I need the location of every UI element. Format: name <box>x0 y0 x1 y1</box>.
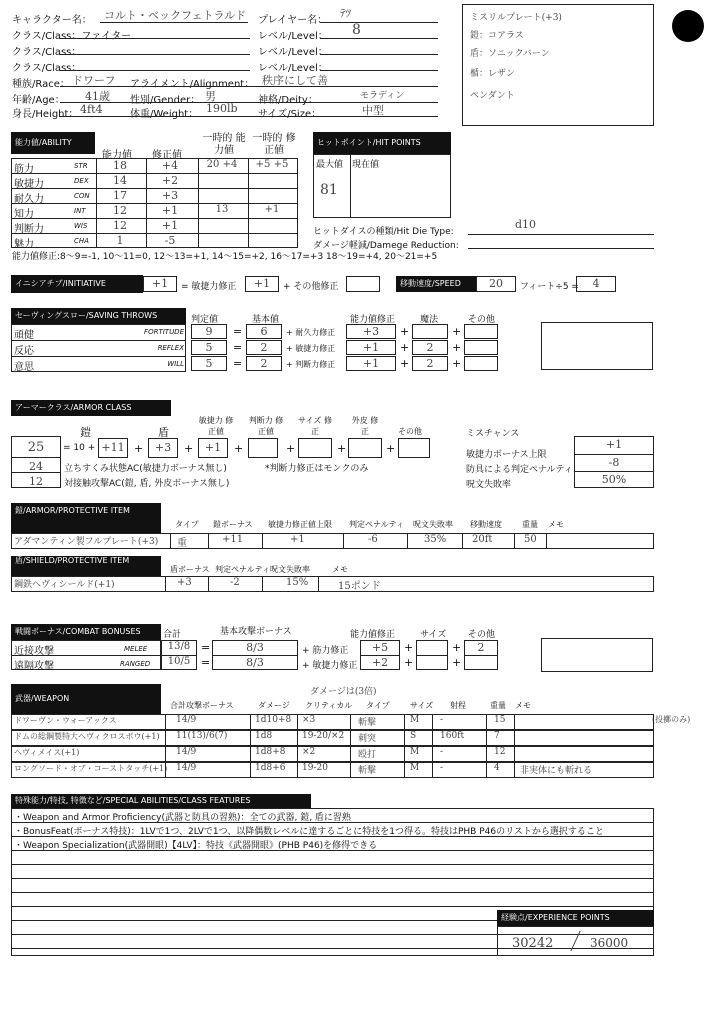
col-mod-label: 修正値 <box>152 150 182 161</box>
age-value[interactable]: 41歳 <box>85 90 110 103</box>
shield-item-header: 盾ボーナス <box>170 565 210 574</box>
weapon-size: S <box>410 731 417 741</box>
melee-total: 13/8 <box>167 641 191 652</box>
save-base: 6 <box>260 325 268 338</box>
melee-other: 2 <box>477 641 485 654</box>
alignment-label: アライメント/Alignment： <box>130 79 255 90</box>
height-label: 身長/Height： <box>12 109 79 120</box>
alignment-value[interactable]: 秩序にして善 <box>262 74 328 87</box>
ac-shield-label: 盾 <box>158 426 169 439</box>
maxdex-label: 敏捷力ボーナス上限 <box>466 450 547 460</box>
save-total: 5 <box>205 357 213 370</box>
race-label: 種族/Race： <box>12 79 70 90</box>
weapons-side-note: (投擲のみ) <box>652 715 691 724</box>
class3-label: クラス/Class： <box>12 63 82 74</box>
ac-size-label: サイズ 修正 <box>298 416 332 436</box>
spellfail-label: 呪文失敗率 <box>466 480 512 490</box>
ability-abbr: STR <box>74 162 88 170</box>
shield-col-divider <box>208 576 209 592</box>
initiative-dex-label: = 敏捷力修正 <box>181 282 237 292</box>
saves-notes-box[interactable] <box>541 322 653 370</box>
ac-wis-box[interactable] <box>248 438 278 458</box>
save-ability-label: + 耐久力修正 <box>286 328 336 337</box>
combat-col-total: 合計 <box>163 630 182 640</box>
weapon-bonus: 14/9 <box>176 715 197 725</box>
armor-item-header: 鎧ボーナス <box>213 520 253 529</box>
ranged-abil: +2 <box>371 656 389 669</box>
shield-item-bar: 盾/SHIELD/PROTECTIVE ITEM <box>11 556 161 576</box>
ability-col-divider <box>96 158 97 248</box>
size-label: サイズ/Size： <box>258 109 322 120</box>
save-ability: +3 <box>362 325 380 338</box>
weapon-bonus: 11(13)/6(7) <box>176 731 228 741</box>
equals-sign: = <box>233 357 243 370</box>
combat-bar: 戦闘ボーナス/COMBAT BONUSES <box>11 624 161 640</box>
ability-name: 判断力 <box>14 224 44 235</box>
ability-score[interactable]: 12 <box>113 219 127 232</box>
ability-mod[interactable]: +4 <box>161 159 179 172</box>
combat-col-bab: 基本攻撃ボーナス <box>220 627 292 637</box>
squares-value: 4 <box>592 277 600 290</box>
ac-armor-label: 鎧 <box>80 426 91 439</box>
weapon-bonus: 14/9 <box>176 747 197 757</box>
shield-item-header: メモ <box>332 565 348 574</box>
weapon-col-divider <box>250 714 251 778</box>
ranged-label: 遠隔攻撃 <box>14 661 54 672</box>
shield-col-divider <box>165 576 166 592</box>
shield-item-name: 鋼鉄ヘヴィシールド(+1) <box>14 580 115 590</box>
armor-col-divider <box>514 533 515 549</box>
armor-col-divider <box>343 533 344 549</box>
weapon-size: M <box>410 747 420 757</box>
saves-bar: セーヴィングスロー/SAVING THROWS <box>11 308 186 324</box>
armor-penalty-label: 防具による判定ペナルティ <box>466 465 573 475</box>
ability-score[interactable]: 14 <box>113 174 127 187</box>
weapon-name: ドワーヴン・ウォーアックス <box>14 716 117 725</box>
weapon-col-divider <box>514 714 515 778</box>
age-label: 年齢/Age： <box>12 95 65 106</box>
feature-line: ・BonusFeat(ボーナス特技)：1LVで1つ、2LVで1つ、以降偶数レベルに達するごとに特技を1つ得る。特技はPHB P46のリストから選択すること <box>14 827 604 837</box>
plus-sign: + <box>452 325 462 338</box>
xp-current: 30242 <box>512 936 554 951</box>
save-col-other: その他 <box>468 315 496 325</box>
gender-label: 性別/Gender： <box>130 95 201 106</box>
armor-col-divider <box>407 533 408 549</box>
weapon-range: - <box>440 715 444 725</box>
armor-item-spellfail: 35% <box>424 534 447 545</box>
weapon-damage: 1d8+6 <box>255 763 286 773</box>
col-temp-mod-label: 一時的 修正値 <box>252 133 296 156</box>
xp-bar: 経験点/EXPERIENCE POINTS <box>497 910 654 926</box>
save-ability: +1 <box>362 341 380 354</box>
armor-col-divider <box>546 533 547 549</box>
ability-name: 筋力 <box>14 164 34 175</box>
weapon-header: クリティカル <box>305 701 353 710</box>
save-ability-label: + 敏捷力修正 <box>286 344 336 353</box>
weapon-weight: 12 <box>494 747 506 757</box>
race-value[interactable]: ドワーフ <box>72 74 116 87</box>
player-name-value[interactable]: ﾃﾂ <box>340 7 351 20</box>
ability-abbr: WIS <box>74 222 88 230</box>
armor-item-header: 呪文失敗率 <box>413 520 453 529</box>
save-ability: +1 <box>362 357 380 370</box>
ac-monk-note: *判断力修正はモンクのみ <box>265 464 369 474</box>
spellfail-value[interactable]: 50% <box>601 473 627 486</box>
weapon-crit: ×3 <box>302 715 316 725</box>
note-line-5: ペンダント <box>470 91 515 101</box>
save-abbr: REFLEX <box>157 344 184 352</box>
xp-next: 36000 <box>590 936 629 950</box>
armor-col-divider <box>262 533 263 549</box>
ranged-bab: 8/3 <box>246 656 264 669</box>
character-name-label: キャラクター名： <box>12 15 92 26</box>
ranged-total: 10/5 <box>167 656 191 667</box>
weapon-col-divider <box>165 714 166 778</box>
weight-label: 体重/Weight： <box>130 109 199 120</box>
save-other-box[interactable] <box>464 356 498 371</box>
ac-touch-value[interactable]: 12 <box>29 475 43 488</box>
weapon-weight: 7 <box>494 731 500 741</box>
level3-label: レベル/Level： <box>258 63 328 74</box>
class1-label: クラス/Class：ファイター <box>12 31 132 42</box>
ac-armor-value: +11 <box>101 441 125 454</box>
plus-sign: + <box>452 341 462 354</box>
save-row-divider <box>11 356 186 357</box>
weapon-col-divider <box>297 714 298 778</box>
ranged-en: RANGED <box>120 660 151 668</box>
shield-col-divider <box>262 576 263 592</box>
level2-label: レベル/Level： <box>258 47 328 58</box>
ac-total-value[interactable]: 25 <box>27 440 45 455</box>
note-line-3: 盾：ソニックバーン <box>470 49 550 59</box>
feature-rule <box>11 878 654 879</box>
save-col-ability: 能力値修正 <box>350 315 396 325</box>
weapon-header: サイズ <box>410 701 434 710</box>
weapon-crit: 19-20/×2 <box>302 731 345 741</box>
weapon-bonus: 14/9 <box>176 763 197 773</box>
ability-mod[interactable]: +3 <box>161 189 179 202</box>
player-name-label: プレイヤー名： <box>258 15 328 26</box>
save-other-box[interactable] <box>464 324 498 339</box>
ability-score[interactable]: 18 <box>113 159 127 172</box>
armor-col-divider <box>462 533 463 549</box>
ability-temp-mod[interactable]: +5 +5 <box>255 159 289 170</box>
weapon-col-divider <box>404 714 405 778</box>
initiative-total-value: +1 <box>151 277 169 290</box>
weight-value[interactable]: 190lb <box>206 102 238 115</box>
ability-col-divider <box>146 158 147 248</box>
weapon-damage: 1d8+8 <box>255 747 286 757</box>
save-magic: 2 <box>426 341 434 354</box>
ac-other-box[interactable] <box>398 438 430 458</box>
note-line-2: 鎧：コアラス <box>470 31 524 41</box>
weapon-size: M <box>410 763 420 773</box>
shield-item-header: 判定ペナルティ <box>215 565 270 574</box>
dr-label: ダメージ軽減/Damege Reduction: <box>313 241 459 251</box>
features-bar: 特殊能力/特技, 特徴など/SPECIAL ABILITIES/CLASS FEATURES <box>11 794 311 808</box>
note-line-4: 楯：レザン <box>470 69 515 79</box>
deity-label: 神格/Deity： <box>258 95 318 106</box>
shield-item-spellfail: 15% <box>286 577 309 588</box>
armor-item-header: メモ <box>548 520 564 529</box>
feature-rule <box>11 892 654 893</box>
ac-touch-label: 対接触攻撃AC(鎧, 盾, 外皮ボーナス無し) <box>64 479 230 489</box>
shield-item-penalty: -2 <box>230 577 240 588</box>
feature-rule <box>11 864 654 865</box>
speed-bar: 移動速度/SPEED <box>396 276 476 292</box>
plus-sign: + <box>452 357 462 370</box>
weapon-header: メモ <box>515 701 531 710</box>
plus-sign: + <box>400 325 410 338</box>
ability-temp-score[interactable]: 13 <box>215 204 229 215</box>
weapon-header: 合計攻撃ボーナス <box>170 701 234 710</box>
ability-mod[interactable]: +2 <box>161 174 179 187</box>
ability-col-divider <box>248 158 249 248</box>
armor-item-header: 移動速度 <box>470 520 502 529</box>
level1-value[interactable]: 8 <box>352 22 361 38</box>
ac-natural-label: 外皮 修正 <box>351 416 379 436</box>
weapon-type: 刺突 <box>358 734 377 744</box>
weapon-col-divider <box>432 714 433 778</box>
save-magic: 2 <box>426 357 434 370</box>
ability-mod[interactable]: +1 <box>161 219 179 232</box>
weapon-col-divider <box>350 714 351 778</box>
save-name: 意思 <box>14 362 34 373</box>
weapon-header: ダメージ <box>258 701 290 710</box>
ability-bar: 能力値/ABILITY <box>11 132 95 154</box>
combat-col-other: その他 <box>468 630 496 640</box>
melee-en: MELEE <box>124 645 148 653</box>
hp-max-value[interactable]: 81 <box>320 182 338 198</box>
ability-mod[interactable]: -5 <box>164 234 176 247</box>
ac-flat-value[interactable]: 24 <box>29 460 43 473</box>
melee-label: 近接攻撃 <box>14 646 54 657</box>
miss-chance-label: ミスチャンス <box>466 429 520 439</box>
weapon-name: ロングソード・オブ・コーストタッチ(+1) <box>14 764 168 773</box>
armor-penalty-value[interactable]: -8 <box>608 456 620 469</box>
weapon-crit: 19-20 <box>302 763 328 773</box>
hp-current-label: 現在値 <box>352 160 380 170</box>
ability-name: 知力 <box>14 209 34 220</box>
note-line-1: ミスリルプレート(+3) <box>470 13 562 23</box>
weapon-weight: 4 <box>494 763 500 773</box>
weapon-name: ヘヴィメイス(+1) <box>14 748 80 757</box>
save-col-magic: 魔法 <box>420 315 439 325</box>
ability-score[interactable]: 17 <box>113 189 127 202</box>
ability-mod[interactable]: +1 <box>161 204 179 217</box>
ability-name: 敏捷力 <box>14 179 44 190</box>
ac-wis-label: 判断力 修正値 <box>248 416 284 436</box>
save-magic-box[interactable] <box>412 324 448 339</box>
armor-item-weight: 50 <box>524 534 537 545</box>
armor-item-penalty: -6 <box>368 534 378 545</box>
save-total: 9 <box>205 325 213 338</box>
hit-die-value[interactable]: d10 <box>515 218 537 231</box>
feature-line: ・Weapon Specialization(武器開眼)【4LV】：特技《武器開眼》(PHB P46)を修得できる <box>14 841 378 851</box>
equals-sign: = <box>233 341 243 354</box>
ability-score[interactable]: 12 <box>113 204 127 217</box>
ability-col-divider <box>198 158 199 248</box>
weapon-name: ドムの総鋼製特大ヘヴィクロスボウ(+1) <box>14 732 160 741</box>
initiative-misc-label: + その他修正 <box>283 282 339 292</box>
ac-flat-label: 立ちすくみ状態AC(敏捷力ボーナス無し) <box>64 464 227 474</box>
weapon-damage: 1d10+8 <box>255 715 292 725</box>
armor-col-divider <box>170 533 171 549</box>
weapon-range: 160ft <box>440 731 465 741</box>
hit-die-label: ヒットダイスの種類/Hit Die Type: <box>313 227 454 237</box>
character-name-value[interactable]: コルト・ベックフェトラルド <box>104 9 247 22</box>
save-other-box[interactable] <box>464 340 498 355</box>
weapon-range: - <box>440 763 444 773</box>
shield-item-header: 呪文失敗率 <box>270 565 310 574</box>
combat-notes-box[interactable] <box>541 638 653 672</box>
ranged-abil-label: + 敏捷力修正 <box>302 661 358 671</box>
weapon-header: タイプ <box>366 701 390 710</box>
melee-abil-label: + 筋力修正 <box>302 646 349 656</box>
ability-name: 耐久力 <box>14 194 44 205</box>
equals-sign: = <box>233 325 243 338</box>
save-base: 2 <box>260 341 268 354</box>
weapon-type: 殴打 <box>358 750 377 760</box>
ac-dex-value: +1 <box>204 441 222 454</box>
initiative-dex-value: +1 <box>253 277 271 290</box>
weapon-type: 斬撃 <box>358 718 377 728</box>
ac-ten-label: = 10 + <box>63 443 96 453</box>
speed-value: 20 <box>489 277 503 290</box>
weapon-range: - <box>440 747 444 757</box>
feature-rule <box>11 906 654 907</box>
armor-item-header: 敏捷力修正値上限 <box>268 520 332 529</box>
save-abbr: WILL <box>167 360 184 368</box>
feature-line: ・Weapon and Armor Proficiency(武器と防具の習熟)：全ての武器, 鎧, 盾に習熟 <box>14 813 351 823</box>
armor-item-type: 重 <box>177 538 187 549</box>
ability-abbr: CHA <box>74 237 89 245</box>
save-abbr: FORTITUDE <box>144 328 184 336</box>
weapon-type: 斬撃 <box>358 766 377 776</box>
weapon-crit: ×2 <box>302 747 316 757</box>
melee-bab: 8/3 <box>246 641 264 654</box>
save-base: 2 <box>260 357 268 370</box>
weapons-bar: 武器/WEAPON <box>11 684 161 714</box>
ac-dex-label: 敏捷力 修正値 <box>198 416 234 436</box>
save-name: 頑健 <box>14 330 34 341</box>
save-col-total: 判定値 <box>191 315 219 325</box>
armor-item-header: 重量 <box>522 520 538 529</box>
ac-bar: アーマークラス/ARMOR CLASS <box>11 400 171 416</box>
ability-temp-score[interactable]: 20 +4 <box>206 159 238 170</box>
save-name: 反応 <box>14 346 34 357</box>
combat-col-ability: 能力値修正 <box>350 630 396 640</box>
shield-item-bonus: +3 <box>177 577 192 588</box>
gender-value[interactable]: 男 <box>205 90 216 103</box>
maxdex-value[interactable]: +1 <box>605 438 623 451</box>
initiative-misc-box[interactable] <box>346 276 380 292</box>
col-score-label: 能力値 <box>102 150 132 161</box>
hp-bar: ヒットポイント/HIT POINTS <box>313 132 451 154</box>
save-total: 5 <box>205 341 213 354</box>
weapon-col-divider <box>486 714 487 778</box>
save-ability-label: + 判断力修正 <box>286 360 336 369</box>
height-value[interactable]: 4ft4 <box>80 103 103 116</box>
ac-natural-box[interactable] <box>348 438 382 458</box>
armor-item-bar: 鎧/ARMOR/PROTECTIVE ITEM <box>11 503 161 533</box>
weapon-row[interactable] <box>11 746 654 762</box>
plus-sign: + <box>400 357 410 370</box>
registration-dot <box>672 10 704 42</box>
ability-name: 魅力 <box>14 239 34 250</box>
save-col-base: 基本値 <box>252 315 280 325</box>
plus-sign: + <box>400 341 410 354</box>
deity-value[interactable]: モラディン <box>360 91 405 101</box>
ability-abbr: CON <box>74 192 90 200</box>
weapon-header: 射程 <box>450 701 466 710</box>
ability-abbr: INT <box>74 207 86 215</box>
shield-col-divider <box>318 576 319 592</box>
feet-label: フィート÷5 = <box>520 282 579 292</box>
armor-col-divider <box>208 533 209 549</box>
weapon-damage: 1d8 <box>255 731 273 741</box>
col-temp-score-label: 一時的 能力値 <box>202 133 246 156</box>
melee-abil: +5 <box>371 641 389 654</box>
hp-max-label: 最大値 <box>316 160 344 170</box>
armor-item-header: タイプ <box>175 520 199 529</box>
weapon-weight: 15 <box>494 715 506 725</box>
class2-label: クラス/Class： <box>12 47 82 58</box>
armor-item-bonus: +11 <box>222 534 244 545</box>
combat-col-size: サイズ <box>420 630 447 640</box>
initiative-bar: イニシアチブ/INITIATIVE <box>11 275 143 293</box>
armor-item-speed: 20ft <box>472 534 493 545</box>
ac-shield-value: +3 <box>154 441 172 454</box>
weapon-memo: 非実体にも斬れる <box>520 766 593 776</box>
ability-footnote: 能力値修正:8〜9=-1, 10〜11=0, 12〜13=+1, 14〜15=+2, 16〜17=+3 18〜19=+4, 20〜21=+5 <box>12 252 438 262</box>
save-row-divider <box>11 340 186 341</box>
armor-item-header: 判定ペナルティ <box>349 520 404 529</box>
ability-abbr: DEX <box>74 177 89 185</box>
ability-temp-mod[interactable]: +1 <box>264 204 280 215</box>
weapons-note: ダメージは(3倍) <box>310 687 377 697</box>
armor-item-name: アダマンティン製フルプレート(+3) <box>14 537 159 547</box>
level1-label: レベル/Level： <box>258 31 328 42</box>
weapon-size: M <box>410 715 420 725</box>
ac-size-box[interactable] <box>298 438 332 458</box>
armor-item-maxdex: +1 <box>290 534 305 545</box>
size-value[interactable]: 中型 <box>362 104 384 117</box>
weapon-header: 重量 <box>490 701 506 710</box>
ability-score[interactable]: 1 <box>116 234 124 247</box>
ac-other-label: その他 <box>398 427 422 436</box>
shield-item-memo: 15ポンド <box>338 581 381 592</box>
